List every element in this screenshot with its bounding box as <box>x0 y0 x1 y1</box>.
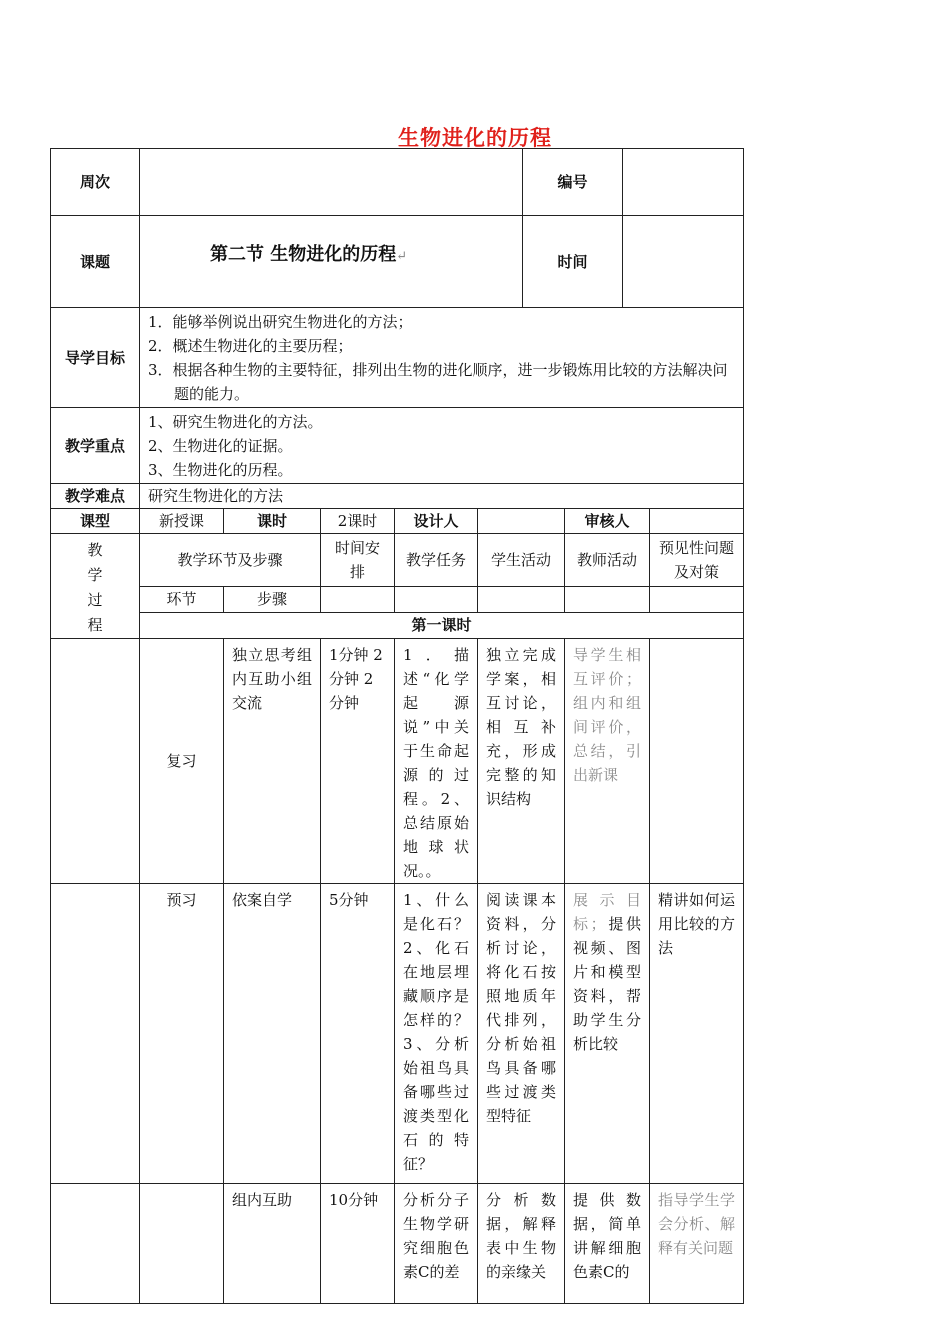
table-row-teacher: 提供数据，简单讲解细胞色素C的 <box>565 1184 650 1304</box>
key-points-list <box>140 408 744 484</box>
week-value[interactable] <box>140 149 523 216</box>
table-row-teacher <box>565 884 650 1184</box>
table-row-task: 分析分子生物学研究细胞色素C的差 <box>395 1184 478 1304</box>
designer-label: 设计人 <box>395 509 478 534</box>
table-row-step: 依案自学 <box>224 884 321 1184</box>
table-row-anticipated: 精讲如何运用比较的方法 <box>650 884 744 1184</box>
col-teacher-header: 教师活动 <box>565 534 650 587</box>
col-task-header: 教学任务 <box>395 534 478 587</box>
table-row-student: 分析数据，解释表中生物的亲缘关 <box>478 1184 565 1304</box>
session-label: 第一课时 <box>140 612 744 638</box>
col-stage-header: 环节 <box>140 586 224 612</box>
col-anticipated-header: 预见性问题及对策 <box>650 534 744 587</box>
document-title: 生物进化的历程 <box>398 126 552 150</box>
table-row-stage: 复习 <box>140 639 224 884</box>
objectives-label: 导学目标 <box>51 308 140 408</box>
table-row-student: 阅读课本资料，分析讨论，将化石按照地质年代排列，分析始祖鸟具备哪些过渡类型特征 <box>478 884 565 1184</box>
table-row-step: 独立思考组内互助小组交流 <box>224 639 321 884</box>
hours-value: 2课时 <box>321 509 395 534</box>
difficulty-value: 研究生物进化的方法 <box>140 484 744 509</box>
key-point-item: 1、研究生物进化的方法。 <box>148 412 323 431</box>
objective-item: 2．概述生物进化的主要历程； <box>148 336 353 355</box>
paragraph-mark-icon: ↵ <box>396 249 408 264</box>
table-row-anticipated: 指导学生学会分析、解释有关问题 <box>650 1184 744 1304</box>
time-value[interactable] <box>623 216 744 308</box>
objectives-list <box>140 308 744 408</box>
course-type-label: 课型 <box>51 509 140 534</box>
hours-label: 课时 <box>224 509 321 534</box>
table-row-teacher: 导学生相互评价；组内和组间评价，总结，引出新课 <box>565 639 650 884</box>
lesson-plan-table <box>50 148 743 1281</box>
course-type-value: 新授课 <box>140 509 224 534</box>
col-student-header: 学生活动 <box>478 534 565 587</box>
reviewer-label: 审核人 <box>565 509 650 534</box>
number-label: 编号 <box>523 149 623 216</box>
objective-item: 1．能够举例说出研究生物进化的方法； <box>148 312 413 331</box>
topic-label: 课题 <box>51 216 140 308</box>
time-label: 时间 <box>523 216 623 308</box>
col-steps-header: 教学环节及步骤 <box>140 534 321 587</box>
table-row-task: 1．描述“化学起源说”中关于生命起源的过程。2、总结原始地球状况。。 <box>395 639 478 884</box>
table-row-time: 10分钟 <box>321 1184 395 1304</box>
header-table <box>50 148 744 308</box>
col-step-header: 步骤 <box>224 586 321 612</box>
teacher-note-rest: 提供视频、图片和模型资料，帮助学生分析比较 <box>573 915 641 1053</box>
topic-value: 第二节 生物进化的历程 <box>210 244 397 265</box>
table-row-stage: 预习 <box>140 884 224 1184</box>
difficulty-label: 教学难点 <box>51 484 140 509</box>
process-table <box>50 508 744 1304</box>
teacher-note: 展示目标； <box>573 891 641 933</box>
goals-table <box>50 307 744 509</box>
topic-cell <box>140 216 523 308</box>
key-points-label: 教学重点 <box>51 408 140 484</box>
key-point-item: 3、生物进化的历程。 <box>148 460 293 479</box>
objective-item: 3．根据各种生物的主要特征，排列出生物的进化顺序，进一步锻炼用比较的方法解决问题的能力。 <box>148 360 728 403</box>
table-row-step: 组内互助 <box>224 1184 321 1304</box>
designer-value[interactable] <box>478 509 565 534</box>
number-value[interactable] <box>623 149 744 216</box>
table-row-time: 1分钟 2分钟 2分钟 <box>321 639 395 884</box>
table-row-task: 1、什么是化石？2、化石在地层埋藏顺序是怎样的？3、分析始祖鸟具备哪些过渡类型化石的特征？ <box>395 884 478 1184</box>
table-row-student: 独立完成学案，相互讨论，相互补充，形成完整的知识结构 <box>478 639 565 884</box>
process-label-text: 教学过程 <box>87 541 103 634</box>
col-time-header: 时间安排 <box>321 534 395 587</box>
week-label: 周次 <box>51 149 140 216</box>
table-row-time: 5分钟 <box>321 884 395 1184</box>
table-row-anticipated <box>650 639 744 884</box>
reviewer-value[interactable] <box>650 509 744 534</box>
process-label <box>51 534 140 639</box>
key-point-item: 2、生物进化的证据。 <box>148 436 293 455</box>
